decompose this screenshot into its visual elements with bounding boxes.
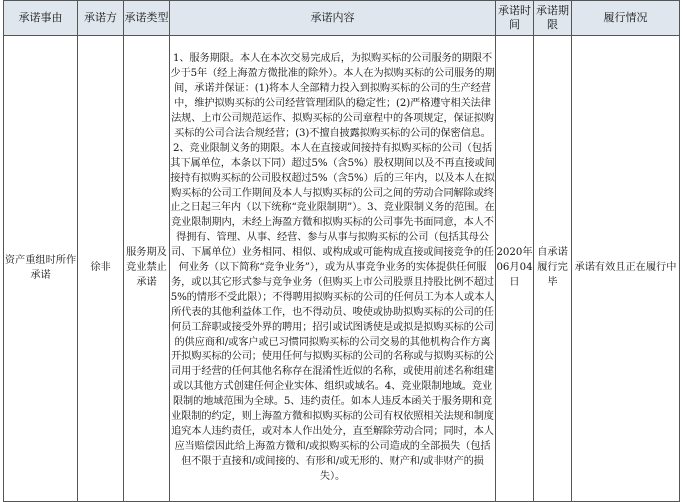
header-matter: 承诺事由	[4, 1, 78, 36]
header-time: 承诺时间	[496, 1, 534, 36]
header-content: 承诺内容	[170, 1, 496, 36]
header-period: 承诺期限	[534, 1, 572, 36]
cell-content	[170, 36, 496, 502]
header-row	[4, 1, 680, 36]
cell-matter: 资产重组时所作承诺	[4, 36, 78, 502]
header-status: 履行情况	[572, 1, 680, 36]
commitment-content-text: 1、服务期限。本人在本次交易完成后，为拟购买标的公司服务的期限不少于5年（经上海盈方微批准的除外）。本人在为拟购买标的公司服务的期间，承诺并保证：(1)将本人全部精力投入到拟购买标的公司的生产经营中，维护拟购买标的公司经营管理团队的稳定性；(2)严格遵守相关法律法规、上市公司规范运作、拟购买标的公司章程中的各项规定，保证拟购买标的公司合法合规经营；(3)不擅自披露拟购买标的公司的保密信息。2、竞业限制义务的期限。本人在直接或间接持有拟购买标的公司（包括其下属单位，本条以下同）超过5%（含5%）股权期间以及不再直接或间接持有拟购买标的公司股权超过5%（含5%）后的三年内，以及本人在拟购买标的公司工作期间及本人与拟购买标的公司之间的劳动合同解除或终止之日起三年内（以下统称“竞业限制期”）。3、竞业限制义务的范围。在竞业限制期内，未经上海盈方微和拟购买标的公司事先书面同意，本人不得拥有、管理、从事、经营、参与从事与拟购买标的公司（包括其母公司、下属单位）业务相同、相似、或构成或可能构成直接或间接竞争的任何业务（以下简称“竞争业务”），或为从事竞争业务的实体提供任何服务，或以其它形式参与竞争业务（但购买上市公司股票且持股比例不超过5%的情形不受此限）；不得聘用拟购买标的公司的任何员工为本人或本人所代表的其他利益体工作，也不得动员、唆使或协助拟购买标的公司的任何员工辞职或接受外界的聘用；招引或试图诱使是或拟是拟购买标的公司的供应商和/或客户或已习惯同拟购买标的公司交易的其他机构合作方离开拟购买标的公司；使用任何与拟购买标的公司的名称或与拟购买标的公司用于经营的任何其他名称存在混淆性近似的名称，或使用前述名称组建或以其他方式创建任何企业实体、组织或域名。4、竞业限制地域。竞业限制的地域范围为全球。5、违约责任。如本人违反本函关于服务期和竞业限制的约定，则上海盈方微和拟购买标的公司有权依照相关法规和制度追究本人违约责任，或对本人作出处分，直至解除劳动合同；同时，本人应当赔偿因此给上海盈方微和/或拟购买标的公司造成的全部损失（包括但不限于直接和/或间接的、有形和/或无形的、财产和/或非财产的损失）。	[170, 53, 495, 482]
cell-type: 服务期及竞业禁止承诺	[124, 36, 170, 502]
cell-period: 自承诺履行完毕	[534, 36, 572, 502]
header-type: 承诺类型	[124, 1, 170, 36]
header-party: 承诺方	[78, 1, 124, 36]
cell-status: 承诺有效且正在履行中	[572, 36, 680, 502]
commitment-table	[3, 0, 680, 502]
table-row	[4, 36, 680, 502]
cell-time: 2020年06月04日	[496, 36, 534, 502]
cell-party: 徐非	[78, 36, 124, 502]
